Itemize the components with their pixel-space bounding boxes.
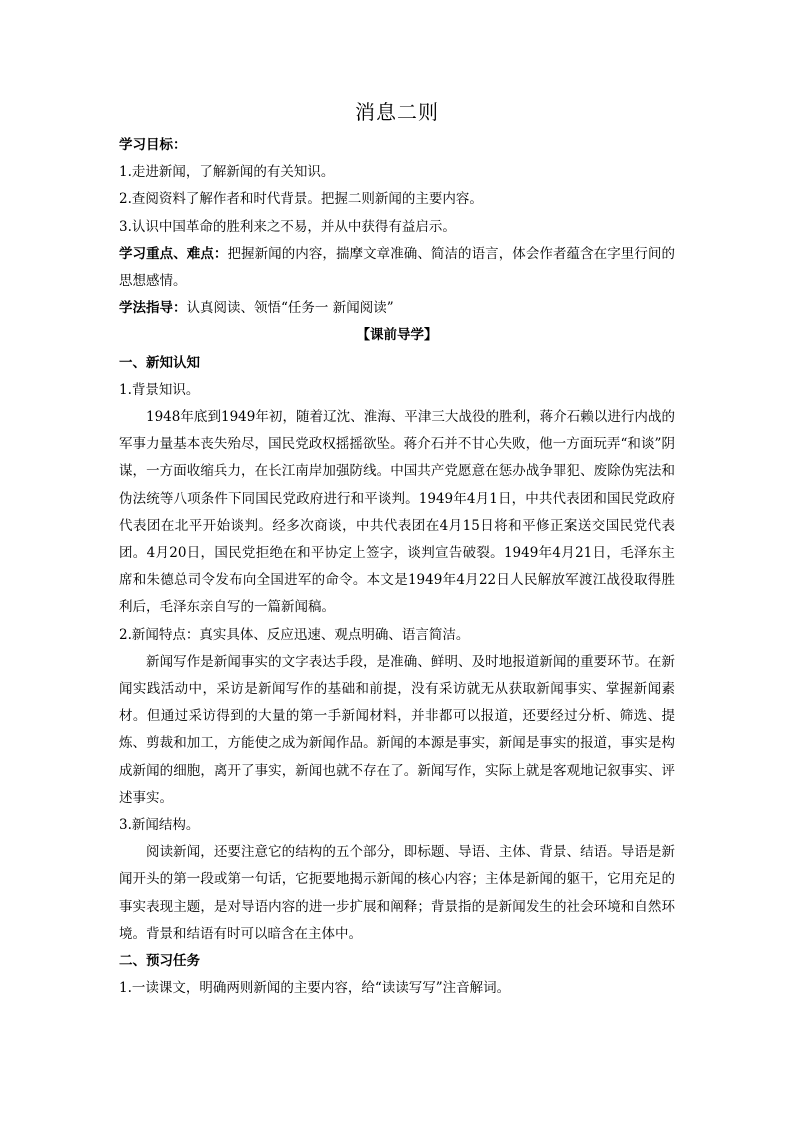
- focus-paragraph: [119, 241, 675, 295]
- method-text: 认真阅读、领悟“任务一 新闻阅读”: [186, 300, 394, 317]
- item3-heading: 3.新闻结构。: [119, 817, 200, 834]
- document-content: [119, 96, 675, 1003]
- task-item-1: 1.一读课文，明确两则新闻的主要内容，给“读读写写”注音解词。: [119, 980, 511, 997]
- method-label: 学法指导：: [119, 300, 187, 317]
- goal-item-1: 1.走进新闻，了解新闻的有关知识。: [119, 164, 335, 181]
- focus-label: 学习重点、难点：: [119, 245, 228, 262]
- page-title: 消息二则: [355, 100, 439, 124]
- focus-text: 把握新闻的内容，揣摩文章准确、简洁的语言，体会作者蕴含在字里行间的思想感情。: [119, 245, 675, 290]
- item3-paragraph: 阅读新闻，还要注意它的结构的五个部分，即标题、导语、主体、背景、结语。导语是新闻开头的第一段或第一句话，它扼要地揭示新闻的核心内容；主体是新闻的躯干，它用充足的事实表现主题，是对导语内容的进一步扩展和阐释；背景指的是新闻发生的社会环境和自然环境。背景和结语有时可以暗含在主体中。: [119, 844, 675, 942]
- item2-paragraph: 新闻写作是新闻事实的文字表达手段，是准确、鲜明、及时地报道新闻的重要环节。在新闻实践活动中，采访是新闻写作的基础和前提，没有采访就无从获取新闻事实、掌握新闻素材。但通过采访得到的大量的第一手新闻材料，并非都可以报道，还要经过分析、筛选、提炼、剪裁和加工，方能使之成为新闻作品。新闻的本源是事实，新闻是事实的报道，事实是构成新闻的细胞，离开了事实，新闻也就不存在了。新闻写作，实际上就是客观地记叙事实、评述事实。: [119, 653, 675, 806]
- item2-heading: 2.新闻特点：真实具体、反应迅速、观点明确、语言简洁。: [119, 626, 470, 643]
- item1-paragraph: 1948年底到1949年初，随着辽沈、淮海、平津三大战役的胜利，蒋介石赖以进行内战的军事力量基本丧失殆尽，国民党政权摇摇欲坠。蒋介石并不甘心失败，他一方面玩弄“和谈”阴谋，一方面收缩兵力，在长江南岸加强防线。中国共产党愿意在惩办战争罪犯、废除伪宪法和伪法统等八项条件下同国民党政府进行和平谈判。1949年4月1日，中共代表团和国民党政府代表团在北平开始谈判。经多次商谈，中共代表团在4月15日将和平修正案送交国民党代表团。4月20日，国民党拒绝在和平协定上签字，谈判宣告破裂。1949年4月21日，毛泽东主席和朱德总司令发布向全国进军的命令。本文是1949年4月22日人民解放军渡江战役取得胜利后，毛泽东亲自写的一篇新闻稿。: [119, 409, 675, 616]
- goal-item-2: 2.查阅资料了解作者和时代背景。把握二则新闻的主要内容。: [119, 191, 483, 208]
- goals-heading: 学习目标：: [119, 137, 187, 153]
- section2-heading: 二、预习任务: [119, 953, 200, 970]
- method-paragraph: [119, 295, 675, 322]
- guide-heading: 【课前导学】: [356, 327, 438, 344]
- item1-heading: 1.背景知识。: [119, 381, 200, 398]
- section1-heading: 一、新知认知: [119, 354, 200, 371]
- goal-item-3: 3.认识中国革命的胜利来之不易，并从中获得有益启示。: [119, 218, 456, 235]
